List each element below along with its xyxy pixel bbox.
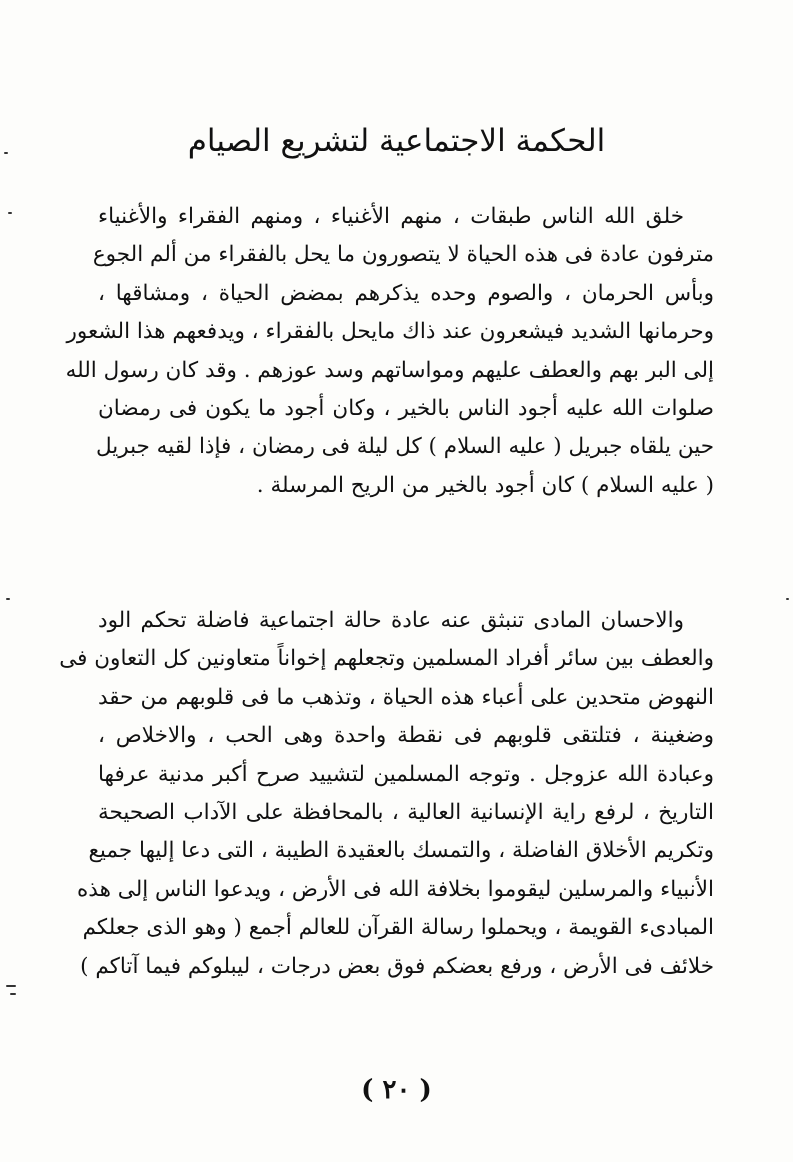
- paragraph-line: حين يلقاه جبريل ( عليه السلام ) كل ليلة فى رمضان ، فإذا لقيه جبريل: [95, 434, 714, 460]
- paragraph-line: خلق الله الناس طبقات ، منهم الأغنياء ، ومنهم الفقراء والأغنياء: [98, 204, 684, 229]
- paragraph-line: والاحسان المادى تنبثق عنه عادة حالة اجتماعية فاضلة تحكم الود: [98, 608, 684, 633]
- paragraph-line: وتكريم الأخلاق الفاضلة ، والتمسك بالعقيدة الطيبة ، التى دعا إليها جميع: [88, 838, 714, 864]
- paragraph-line: التاريخ ، لرفع راية الإنسانية العالية ، بالمحافظة على الآداب الصحيحة: [98, 799, 714, 825]
- paragraph-line: خلائف فى الأرض ، ورفع بعضكم فوق بعض درجات ، ليبلوكم فيما آتاكم ): [80, 953, 714, 979]
- paragraph-line: الأنبياء والمرسلين ليقوموا بخلافة الله فى الأرض ، ويدعوا الناس إلى هذه: [77, 876, 714, 902]
- scan-speck: [8, 212, 12, 214]
- paragraph-line: وبأس الحرمان ، والصوم وحده يذكرهم بمضض الحياة ، ومشاقها ،: [98, 280, 714, 306]
- scan-speck: [6, 985, 16, 987]
- paragraph-line: والعطف بين سائر أفراد المسلمين وتجعلهم إخواناً متعاونين كل التعاون فى: [59, 646, 714, 672]
- paragraph-line: النهوض متحدين على أعباء هذه الحياة ، وتذهب ما فى قلوبهم من حقد: [98, 684, 714, 710]
- paragraph-line: صلوات الله عليه أجود الناس بالخير ، وكان أجود ما يكون فى رمضان: [98, 395, 714, 421]
- scan-speck: [10, 993, 16, 995]
- scan-speck: [4, 152, 8, 154]
- page-title: الحكمة الاجتماعية لتشريع الصيام: [187, 123, 606, 159]
- paragraph-line: وضغينة ، فتلتقى قلوبهم فى نقطة واحدة وهى الحب ، والاخلاص ،: [98, 723, 714, 749]
- paragraph-1: [65, 198, 714, 505]
- paragraph-line: وحرمانها الشديد فيشعرون عند ذاك مايحل بالفقراء ، ويدفعهم هذا الشعور: [66, 319, 714, 345]
- paragraph-line: المبادىء القويمة ، ويحملوا رسالة القرآن للعالم أجمع ( وهو الذى جعلكم: [82, 915, 714, 941]
- paragraph-line: مترفون عادة فى هذه الحياة لا يتصورون ما يحل بالفقراء من ألم الجوع: [92, 242, 714, 268]
- paragraph-line: ( عليه السلام ) كان أجود بالخير من الريح المرسلة .: [256, 472, 714, 498]
- paragraph-line: وعبادة الله عزوجل . وتوجه المسلمين لتشييد صرح أكبر مدنية عرفها: [98, 761, 714, 787]
- page-number: ( ٢٠ ): [361, 1075, 432, 1105]
- paragraph-2: [59, 602, 714, 986]
- scan-speck: [6, 598, 10, 600]
- scan-speck: [786, 598, 789, 600]
- paragraph-line: إلى البر بهم والعطف عليهم ومواساتهم وسد عوزهم . وقد كان رسول الله: [65, 357, 714, 383]
